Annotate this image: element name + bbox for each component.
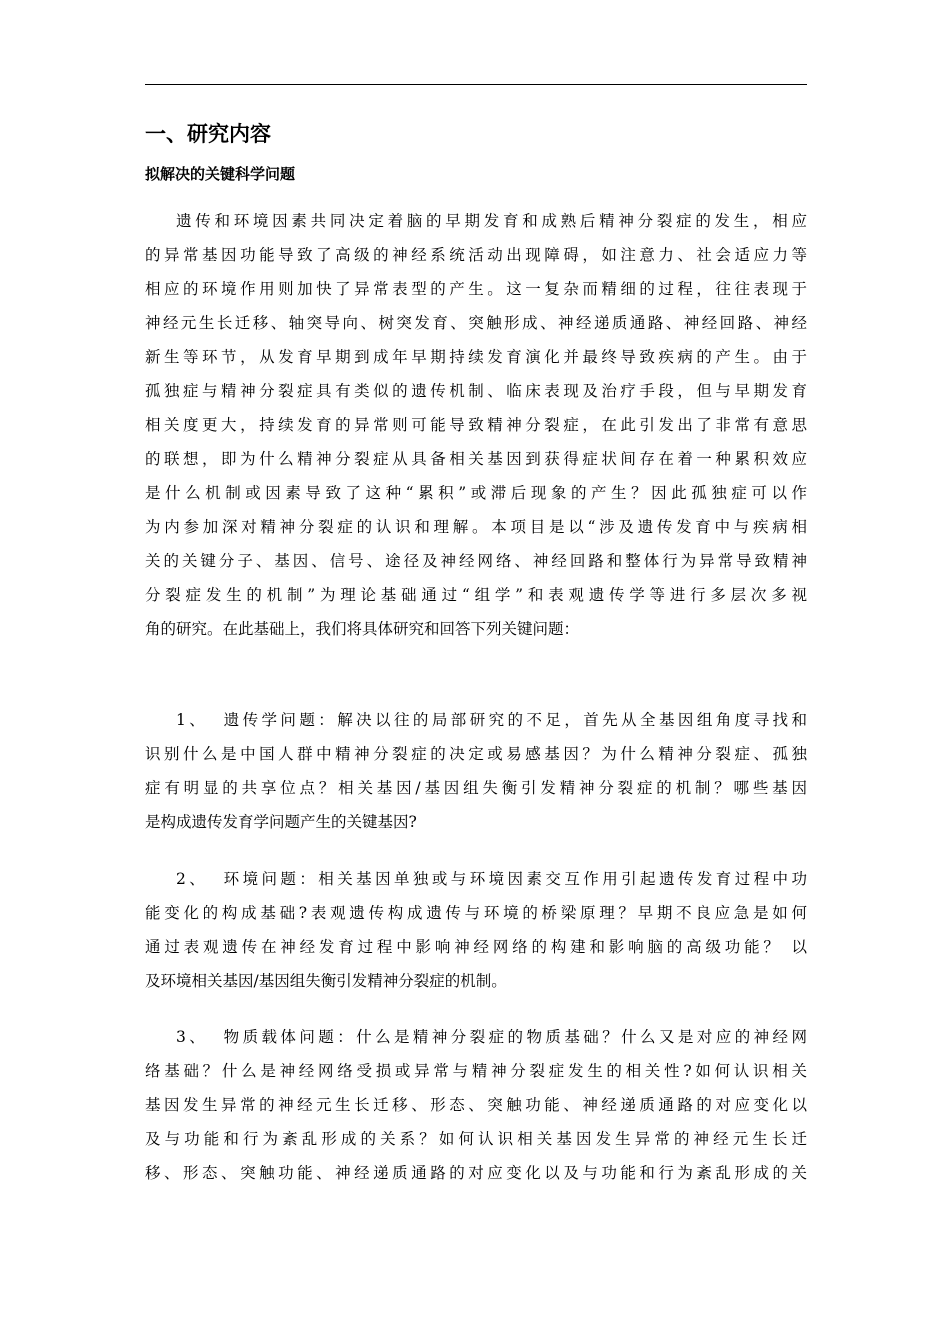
paragraph-line: 相应的环境作用则加快了异常表型的产生。这一复杂而精细的过程，往往表现于: [145, 280, 807, 298]
paragraph-line: 移、形态、突触功能、神经递质通路的对应变化以及与功能和行为紊乱形成的关: [145, 1164, 807, 1182]
paragraph-line: 通过表观遗传在神经发育过程中影响神经网络的构建和影响脑的高级功能？ 以: [145, 938, 807, 956]
paragraph-line: 络基础？什么是神经网络受损或异常与精神分裂症发生的相关性?如何认识相关: [145, 1062, 807, 1080]
paragraph-line: 角的研究。在此基础上，我们将具体研究和回答下列关键问题：: [145, 620, 580, 638]
question-text: 遗传学问题：解决以往的局部研究的不足，首先从全基因组角度寻找和: [220, 711, 807, 729]
question-text: 环境问题：相关基因单独或与环境因素交互作用引起遗传发育过程中功: [220, 870, 807, 888]
paragraph-line: 是什么机制或因素导致了这种“累积”或滞后现象的产生？因此孤独症可以作: [145, 484, 807, 502]
paragraph-line: 为内参加深对精神分裂症的认识和理解。本项目是以“涉及遗传发育中与疾病相: [145, 518, 807, 536]
section-heading: 一、研究内容: [145, 122, 271, 146]
section-subheading: 拟解决的关键科学问题: [145, 165, 296, 183]
paragraph-line: 识别什么是中国人群中精神分裂症的决定或易感基因？为什么精神分裂症、孤独: [145, 745, 807, 763]
paragraph-line: 神经元生长迁移、轴突导向、树突发育、突触形成、神经递质通路、神经回路、神经: [145, 314, 807, 332]
paragraph-line: 分裂症发生的机制”为理论基础通过“组学”和表观遗传学等进行多层次多视: [145, 586, 807, 604]
question-item-1: [145, 703, 807, 839]
intro-paragraph: [145, 204, 807, 646]
paragraph-line: 孤独症与精神分裂症具有类似的遗传机制、临床表现及治疗手段，但与早期发育: [145, 382, 807, 400]
question-number: 1、: [176, 711, 209, 729]
paragraph-line: 相关度更大，持续发育的异常则可能导致精神分裂症，在此引发出了非常有意思: [145, 416, 807, 434]
question-item-3: [145, 1020, 807, 1190]
paragraph-line: 基因发生异常的神经元生长迁移、形态、突触功能、神经递质通路的对应变化以: [145, 1096, 807, 1114]
paragraph-line: 能变化的构成基础?表观遗传构成遗传与环境的桥梁原理？早期不良应急是如何: [145, 904, 807, 922]
header-rule: [145, 84, 807, 85]
paragraph-line: 及与功能和行为紊乱形成的关系？如何认识相关基因发生异常的神经元生长迁: [145, 1130, 807, 1148]
paragraph-line: 症有明显的共享位点？相关基因/基因组失衡引发精神分裂症的机制？哪些基因: [145, 779, 807, 797]
paragraph-line: 新生等环节，从发育早期到成年早期持续发育演化并最终导致疾病的产生。由于: [145, 348, 807, 366]
question-first-line: [145, 703, 807, 737]
question-number: 3、: [176, 1028, 209, 1046]
question-first-line: [145, 862, 807, 896]
question-number: 2、: [176, 870, 209, 888]
paragraph-line: 是构成遗传发育学问题产生的关键基因?: [145, 813, 417, 831]
question-first-line: [145, 1020, 807, 1054]
paragraph-line: 的异常基因功能导致了高级的神经系统活动出现障碍，如注意力、社会适应力等: [145, 246, 807, 264]
paragraph-line: 关的关键分子、基因、信号、途径及神经网络、神经回路和整体行为异常导致精神: [145, 552, 807, 570]
paragraph-line: 的联想，即为什么精神分裂症从具备相关基因到获得症状间存在着一种累积效应: [145, 450, 807, 468]
question-item-2: [145, 862, 807, 998]
question-text: 物质载体问题：什么是精神分裂症的物质基础？什么又是对应的神经网: [220, 1028, 807, 1046]
paragraph-line: 遗传和环境因素共同决定着脑的早期发育和成熟后精神分裂症的发生，相应: [176, 212, 807, 230]
paragraph-line: 及环境相关基因/基因组失衡引发精神分裂症的机制。: [145, 972, 507, 990]
document-page: [145, 0, 807, 1344]
